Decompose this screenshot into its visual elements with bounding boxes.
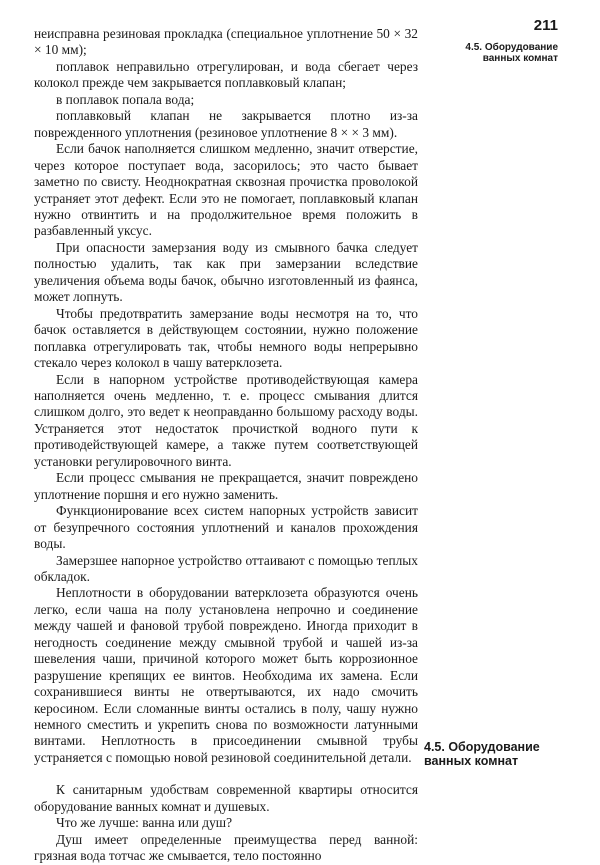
page-number: 211 [533,17,558,34]
list-item: поплавковый клапан не закрывается плотно из-за поврежденного уплотнения (резиновое уплотнение 8 × × 3 мм). [34,108,418,140]
running-header: 4.5. Оборудование ванных комнат [465,42,558,64]
paragraph: Душ имеет определенные преимущества перед ванной: грязная вода тотчас же смывается, тело постоянно [34,831,418,864]
paragraph: Замерзшее напорное устройство оттаивают с помощью теплых обкладок. [34,552,418,584]
paragraph: Что же лучше: ванна или душ? [56,815,233,831]
body-text [34,26,418,865]
list-item: поплавок неправильно отрегулирован, и вода сбегает через колокол прежде чем закрывается поплавковый клапан; [34,58,418,91]
paragraph: Функционирование всех систем напорных устройств зависит от безупречного состояния уплотнений и каналов прохождения воды. [34,503,418,552]
paragraph: К санитарным удобствам современной квартиры относится оборудование ванных комнат и душевых. [34,782,418,814]
paragraph: Если бачок наполняется слишком медленно, значит отверстие, через которое поступает вода, засорилось; это часто бывает заметно по свисту. Неоднократная сквозная прочистка проволокой устраняет этот дефект. Если это не помогает, поплавковый клапан нужно отвинтить и на продолжительное время положить в разбавленный уксус. [34,141,418,239]
paragraph: При опасности замерзания воду из смывного бачка следует полностью удалить, так как при замерзании вследствие увеличения объема воды бачок, обычно изготовленный из фаянса, может лопнуть. [34,239,418,305]
section-heading: 4.5. Оборудование ванных комнат [424,740,540,768]
list-item: в поплавок попала вода; [56,91,195,107]
list-item: неисправна резиновая прокладка (специальное уплотнение 50 × 32 × 10 мм); [34,26,418,58]
paragraph: Неплотности в оборудовании ватерклозета образуются очень легко, если чаша на полу установлена непрочно и соединение между чашей и фановой трубой повреждено. Иногда приходит в негодность соединение между смывной трубой и чашей из-за шевеления чаши, причиной которого может быть коррозионное разрушение крепящих ее винтов. Необходима их замена. Если сохранившиеся винты не отвертываются, их надо смочить керосином. Если сломанные винты остались в полу, чашу нужно немного сместить и укрепить снова по возможности латунными винтами. Неплотность в присоединении смывной трубы устраняется с помощью новой резиновой соединительной детали. [34,585,418,765]
paragraph: Если в напорном устройстве противодействующая камера наполняется очень медленно, т. е. процесс смывания длится слишком долго, это ведет к неоправданно большому расходу воды. Устраняется этот недостаток прочисткой водного пути к противодействующей камере, а также путем соответствующей установки регулировочного винта. [34,371,418,469]
paragraph: Чтобы предотвратить замерзание воды несмотря на то, что бачок оставляется в действующем состоянии, нужно положение поплавка отрегулировать так, чтобы немного воды непрерывно стекало через колокол в чашу ватерклозета. [34,305,418,371]
paragraph: Если процесс смывания не прекращается, значит повреждено уплотнение поршня и его нужно заменить. [34,470,418,502]
